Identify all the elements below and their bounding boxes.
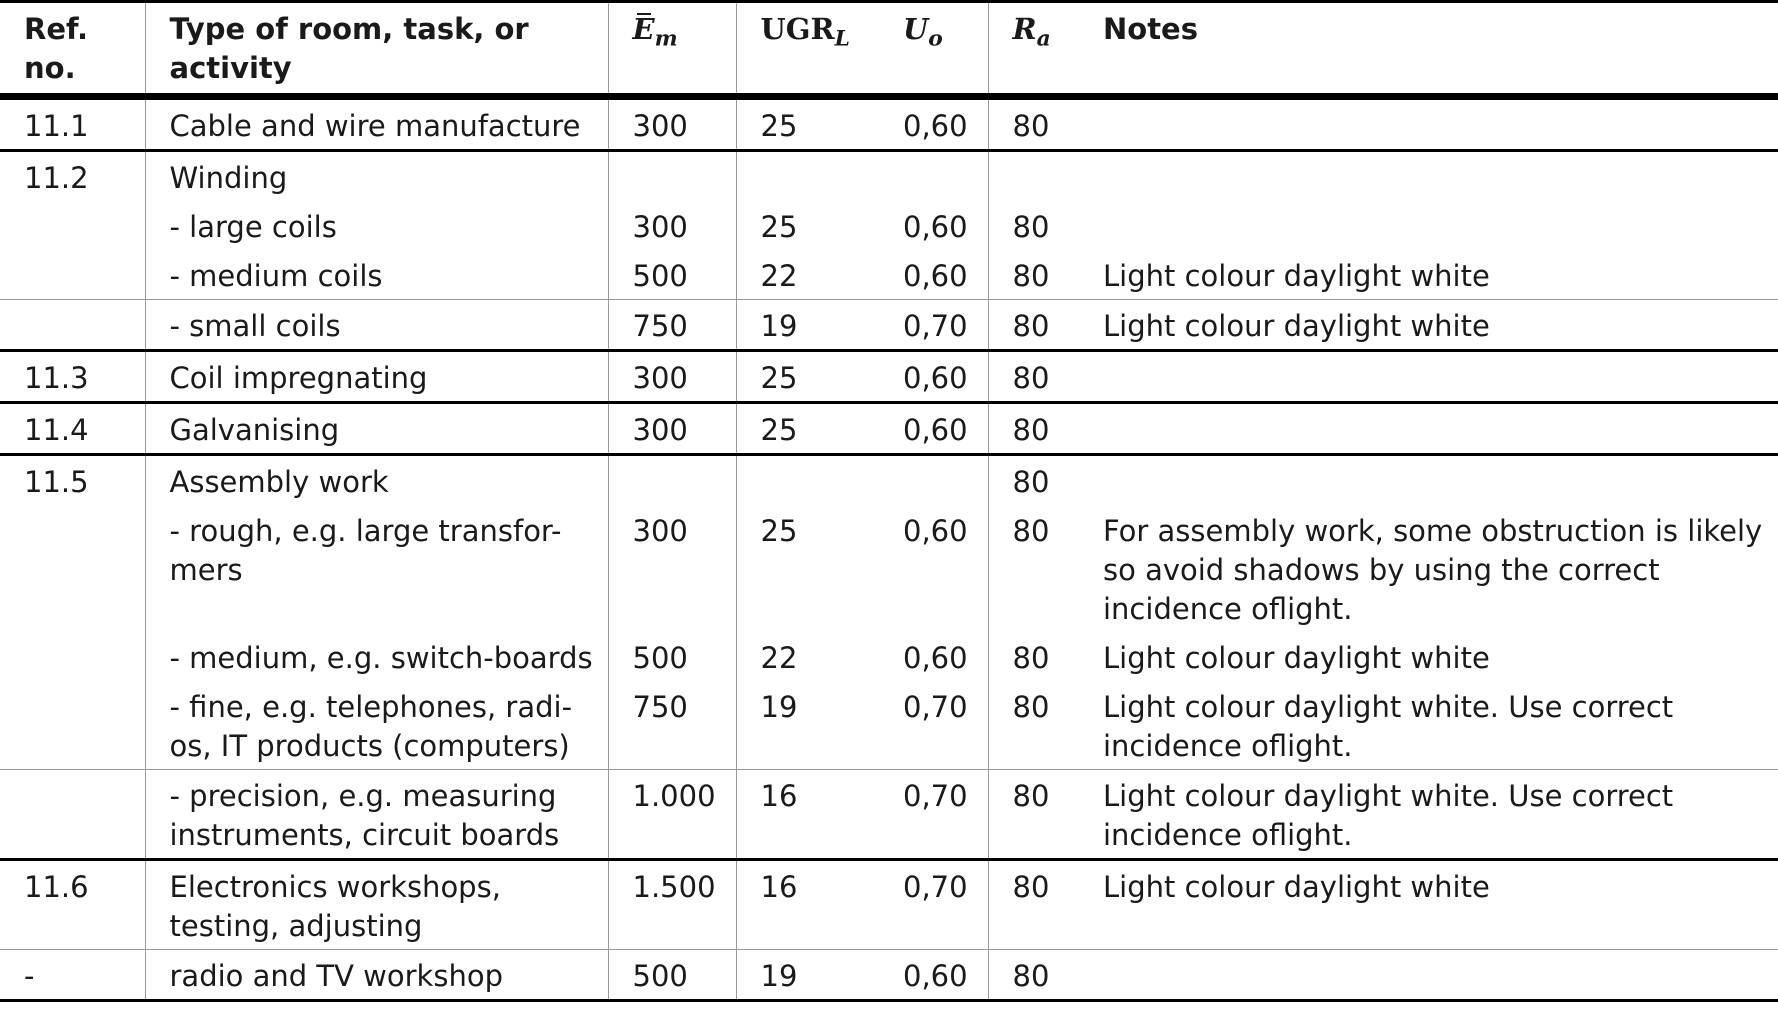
cell-notes: For assembly work, some obstruction is likely so avoid shadows by using the correct incidence oflight. xyxy=(1103,514,1763,626)
table-row xyxy=(0,455,1778,506)
cell-uo: 0,60 xyxy=(879,351,988,403)
cell-ref: - xyxy=(0,950,145,1001)
cell-ra: 80 xyxy=(988,403,1079,455)
cell-ugr: 25 xyxy=(736,351,879,403)
header-uo: $U_o$ xyxy=(879,2,988,97)
cell-notes xyxy=(1079,455,1778,506)
table-row xyxy=(0,300,1778,351)
cell-ref xyxy=(0,201,145,250)
cell-ref: 11.3 xyxy=(0,351,145,403)
cell-notes xyxy=(1079,97,1778,151)
cell-em: 300 xyxy=(608,201,736,250)
cell-ugr: 22 xyxy=(736,250,879,300)
cell-em: 300 xyxy=(608,505,736,632)
cell-em xyxy=(608,455,736,506)
cell-type: Assembly work xyxy=(145,455,608,506)
cell-ra: 80 xyxy=(988,201,1079,250)
cell-em xyxy=(608,151,736,202)
cell-ref: 11.6 xyxy=(24,870,89,904)
cell-ra: 80 xyxy=(988,505,1079,632)
table-row xyxy=(0,351,1778,403)
cell-ugr: 25 xyxy=(736,97,879,151)
cell-ref xyxy=(0,681,145,770)
cell-type: - precision, e.g. measuring instruments, circuit boards xyxy=(145,770,608,860)
table-row xyxy=(0,250,1778,300)
table-row xyxy=(0,770,1778,860)
cell-ra: 80 xyxy=(988,300,1079,351)
cell-type: Winding xyxy=(145,151,608,202)
cell-notes: Light colour daylight white. Use correct incidence oflight. xyxy=(1103,690,1674,763)
table-row xyxy=(0,201,1778,250)
cell-ugr: 16 xyxy=(736,770,879,860)
cell-type: - small coils xyxy=(145,300,608,351)
cell-ugr: 22 xyxy=(736,632,879,681)
cell-type: Coil impregnating xyxy=(145,351,608,403)
cell-em: 1.000 xyxy=(608,770,736,860)
cell-type: - medium coils xyxy=(145,250,608,300)
cell-notes xyxy=(1079,351,1778,403)
header-ra: $R_a$ xyxy=(988,2,1079,97)
header-em: $E_m$ xyxy=(608,2,736,97)
cell-uo xyxy=(879,455,988,506)
table-row xyxy=(0,403,1778,455)
cell-ref xyxy=(0,770,145,860)
cell-notes: Light colour daylight white xyxy=(1103,641,1490,675)
cell-ra: 80 xyxy=(988,770,1079,860)
cell-type: radio and TV workshop xyxy=(145,950,608,1001)
cell-uo: 0,60 xyxy=(879,403,988,455)
cell-ugr xyxy=(736,455,879,506)
table-row xyxy=(0,151,1778,202)
cell-notes xyxy=(1079,151,1778,202)
cell-uo: 0,60 xyxy=(879,97,988,151)
cell-ref xyxy=(0,505,145,632)
cell-ra: 80 xyxy=(988,681,1079,770)
cell-ugr: 16 xyxy=(736,860,879,950)
cell-ref: 11.2 xyxy=(24,161,89,195)
cell-ref xyxy=(0,632,145,681)
cell-ugr: 25 xyxy=(736,201,879,250)
cell-em: 750 xyxy=(608,681,736,770)
cell-ref: 11.5 xyxy=(24,465,89,499)
cell-ra: 80 xyxy=(988,351,1079,403)
table-row xyxy=(0,505,1778,632)
cell-type: - medium, e.g. switch-boards xyxy=(145,632,608,681)
cell-notes: Light colour daylight white xyxy=(1079,300,1778,351)
table-row xyxy=(0,632,1778,681)
cell-type: Electronics workshops, testing, adjusting xyxy=(145,860,608,950)
cell-ugr: 25 xyxy=(736,403,879,455)
cell-ra: 80 xyxy=(988,860,1079,950)
cell-em: 500 xyxy=(608,250,736,300)
cell-notes: Light colour daylight white. Use correct incidence oflight. xyxy=(1079,770,1778,860)
cell-em: 300 xyxy=(608,403,736,455)
table-row xyxy=(0,97,1778,151)
table-row xyxy=(0,681,1778,770)
header-notes: Notes xyxy=(1079,2,1778,97)
cell-ra: 80 xyxy=(988,455,1079,506)
cell-ref xyxy=(0,250,145,300)
cell-em: 500 xyxy=(608,632,736,681)
cell-ref: 11.4 xyxy=(0,403,145,455)
cell-uo: 0,60 xyxy=(879,950,988,1001)
cell-ra: 80 xyxy=(988,250,1079,300)
cell-type: - large coils xyxy=(145,201,608,250)
cell-em: 500 xyxy=(608,950,736,1001)
cell-ra xyxy=(988,151,1079,202)
cell-ra: 80 xyxy=(988,632,1079,681)
header-ugr: $UGR_L$ xyxy=(736,2,879,97)
cell-notes: Light colour daylight white xyxy=(1103,870,1490,904)
header-row xyxy=(0,2,1778,97)
cell-ra: 80 xyxy=(988,97,1079,151)
cell-notes xyxy=(1079,201,1778,250)
cell-type: - fine, e.g. telephones, radi-os, IT products (computers) xyxy=(145,681,608,770)
cell-type: Cable and wire manufacture xyxy=(145,97,608,151)
header-type: Type of room, task, or activity xyxy=(145,2,608,97)
cell-ref xyxy=(0,300,145,351)
cell-type: - rough, e.g. large transfor-mers xyxy=(145,505,608,632)
cell-notes: Light colour daylight white xyxy=(1103,259,1490,293)
cell-uo: 0,60 xyxy=(903,210,968,244)
cell-ref: 11.1 xyxy=(0,97,145,151)
cell-uo: 0,60 xyxy=(903,514,968,548)
cell-em: 1.500 xyxy=(608,860,736,950)
cell-ugr: 25 xyxy=(736,505,879,632)
cell-notes xyxy=(1079,403,1778,455)
cell-em: 300 xyxy=(608,351,736,403)
cell-uo: 0,60 xyxy=(903,641,968,675)
cell-uo: 0,70 xyxy=(879,770,988,860)
table-row xyxy=(0,860,1778,950)
cell-ugr: 19 xyxy=(736,950,879,1001)
cell-notes xyxy=(1079,950,1778,1001)
cell-em: 300 xyxy=(608,97,736,151)
cell-em: 750 xyxy=(608,300,736,351)
cell-ugr xyxy=(736,151,879,202)
cell-uo: 0,60 xyxy=(903,259,968,293)
table-row xyxy=(0,950,1778,1001)
cell-ugr: 19 xyxy=(736,300,879,351)
cell-ugr: 19 xyxy=(736,681,879,770)
cell-type: Galvanising xyxy=(145,403,608,455)
cell-uo: 0,70 xyxy=(879,300,988,351)
cell-ra: 80 xyxy=(988,950,1079,1001)
header-ref: Ref. no. xyxy=(0,2,145,97)
cell-uo: 0,70 xyxy=(903,690,968,724)
cell-uo xyxy=(879,151,988,202)
cell-uo: 0,70 xyxy=(903,870,968,904)
